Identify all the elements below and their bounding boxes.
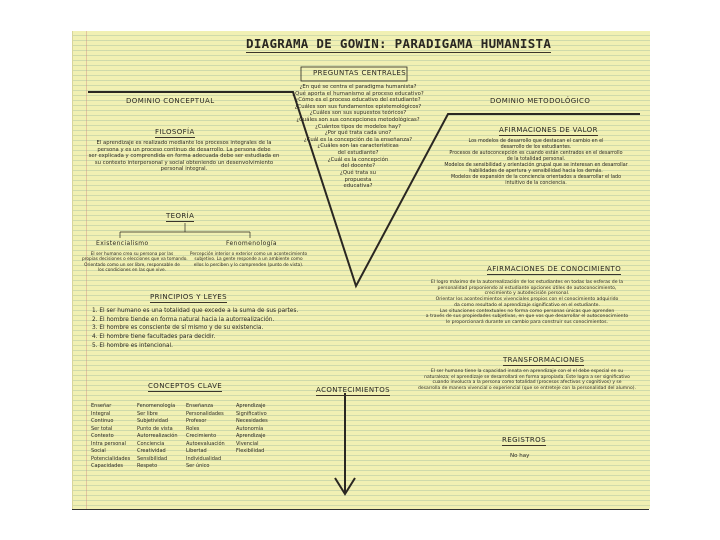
transformacion-line: El ser humano tiene la capacidad innata en aprendizaje con el el debe especial en su (430, 369, 624, 374)
conocimiento-line: El logro máximo de la autorrealización de los estudiantes en todas las esferas de la (430, 280, 624, 285)
pregunta-item: ¿Por qué trata cada uno? (324, 130, 392, 137)
conocimiento-line: le proporcionará durante un cambio para construir sus conocimientos. (446, 320, 608, 326)
transformacion-line: naturaleza; el aprendizaje se desarrollará en forma apropiada. Este logra a ser significativo (424, 374, 630, 380)
existencialismo-text (82, 252, 188, 274)
filosofia-line: personal integral. (160, 166, 208, 173)
transformaciones-heading: TRANSFORMACIONES (503, 356, 585, 364)
existencialismo-line: Orientado como un ser libre, responsable de (84, 262, 180, 268)
existencialismo-title: Existencialismo (96, 240, 149, 247)
concepto-item: Ser único (186, 463, 210, 469)
acontecimientos-heading: ACONTECIMIENTOS (316, 386, 390, 394)
principio-item: 2. El hombre tiende en forma natural hacia la autorrealización. (92, 316, 275, 323)
pregunta-item: ¿Cuál es la concepción de la enseñanza? (303, 136, 413, 143)
pregunta-item: del docente? (340, 163, 376, 170)
existencialismo-line: propias decisiones o elecciones que va tomando. (82, 257, 188, 263)
filosofia-line: El aprendizaje es realizado mediante los procesos integrales de la (96, 140, 272, 146)
teoria-heading: TEORÍA (166, 212, 195, 220)
conceptos-col-4 (236, 403, 268, 456)
valor-line: Procesos de autoconcepción es cuando están centrados en el desarrollo (449, 150, 623, 156)
concepto-item: Integral (91, 410, 111, 417)
conocimiento-line: personalidad proponiendo al estudiante opciones útiles de autoconocimiento, (437, 285, 617, 291)
conceptos-col-2 (137, 403, 178, 471)
filosofia-text (88, 140, 280, 173)
pregunta-item: ¿Qué aporta el humanismo al proceso educativo? (292, 90, 424, 97)
pregunta-item: ¿Cuál es la concepción (327, 156, 389, 163)
concepto-item: Profesor (186, 418, 207, 424)
transformacion-line: cuando involucra a la persona como totalidad (procesos afectivos y cognitivos) y se (432, 380, 622, 386)
pregunta-item: ¿Cuáles son las características (317, 143, 399, 150)
afirmaciones-valor-heading: AFIRMACIONES DE VALOR (499, 126, 598, 134)
concepto-item: Subjetividad (137, 418, 169, 424)
pregunta-item: ¿En qué se centra el paradigma humanista? (299, 84, 417, 90)
conceptos-col-3 (186, 403, 225, 471)
concepto-item: Vivencial (236, 440, 259, 447)
conocimiento-line: crecimiento y autodecisión personal. (484, 291, 570, 297)
dominio-conceptual-label: DOMINIO CONCEPTUAL (126, 97, 215, 105)
valor-line: desarrollo de los estudiantes. (500, 144, 572, 150)
concepto-item: Potencialidades (91, 455, 131, 462)
registros-heading: REGISTROS (502, 436, 546, 444)
concepto-item: Ser total (91, 425, 113, 432)
concepto-item: Aprendizaje (236, 403, 266, 409)
fenomenologia-line: subjetivo. La gente responde a un ambiente como (194, 257, 303, 263)
afirmaciones-conocimiento-text (413, 280, 641, 326)
fenomenologia-title: Fenomenología (226, 240, 277, 247)
existencialismo-line: El ser humano crea su persona por las (90, 252, 174, 257)
concepto-item: Enseñanza (186, 403, 214, 409)
principio-item: 3. El hombre es consciente de sí mismo y de su existencia. (92, 325, 264, 332)
preguntas-heading: PREGUNTAS CENTRALES (313, 69, 407, 77)
conocimiento-line: da como resultado el aprendizaje significativo en el estudiante. (454, 302, 600, 308)
principios-heading: PRINCIPIOS Y LEYES (150, 293, 227, 301)
pregunta-item: del estudiante? (337, 150, 379, 157)
concepto-item: Capacidades (91, 463, 124, 469)
concepto-item: Personalidades (186, 410, 224, 417)
concepto-item: Fenomenología (137, 403, 176, 409)
preguntas-list (268, 84, 448, 190)
pregunta-item: educativa? (343, 183, 373, 190)
page-title: DIAGRAMA DE GOWIN: PARADIGAMA HUMANISTA (246, 36, 552, 51)
concepto-item: Libertad (186, 448, 207, 454)
concepto-item: Individualidad (186, 455, 222, 462)
afirmaciones-valor-text (440, 139, 632, 187)
existencialismo-line: los condiciones en las que vive. (97, 268, 167, 274)
principio-item: 4. El hombre tiene facultades para decidir. (92, 334, 216, 341)
pregunta-item: propuesta (344, 176, 372, 183)
conceptos-heading: CONCEPTOS CLAVE (148, 382, 223, 390)
conceptos-col-1 (91, 403, 130, 471)
concepto-item: Necesidades (236, 418, 268, 424)
principio-item: 5. El hombre es intencional. (92, 342, 173, 349)
concepto-item: Sensibilidad (137, 455, 168, 462)
fenomenologia-line: ellos lo perciben y lo comprenden (punto de vista). (193, 262, 304, 268)
concepto-item: Punto de vista (137, 425, 173, 432)
concepto-item: Aprendizaje (236, 433, 266, 439)
concepto-item: Respeto (137, 463, 158, 469)
concepto-item: Intra personal (91, 440, 126, 447)
transformacion-line: desarrolla de manera vivencial o experiencial (que se entreteje con la personalidad del alumno). (418, 385, 636, 391)
concepto-item: Conciencia (137, 440, 165, 447)
concepto-item: Contexto (91, 433, 114, 439)
pregunta-item: ¿Cuáles son sus supuestos teóricos? (309, 110, 407, 117)
concepto-item: Creatividad (137, 448, 166, 454)
concepto-item: Roles (186, 425, 200, 432)
concepto-item: Crecimiento (186, 433, 217, 439)
afirmaciones-conocimiento-heading: AFIRMACIONES DE CONOCIMIENTO (487, 265, 622, 273)
filosofia-heading: FILOSOFÍA (155, 128, 195, 136)
fenomenologia-line: Percepción interior o exterior como un acontecimiento (189, 252, 308, 257)
principios-list (92, 307, 298, 350)
concepto-item: Significativo (236, 410, 267, 417)
concepto-item: Autonomía (236, 425, 264, 432)
pregunta-item: ¿Qué trata su (340, 169, 376, 176)
valor-line: habilidades de apertura y sensibilidad hacia los demás. (469, 168, 603, 174)
valor-line: Los modelos de desarrollo que destacan el cambio en el (468, 139, 604, 144)
registros-value: No hay (510, 453, 530, 459)
concepto-item: Continuo (91, 418, 114, 424)
concepto-item: Flexibilidad (236, 448, 265, 454)
pregunta-item: ¿Cómo es el proceso educativo del estudiante? (295, 97, 421, 104)
filosofia-line: persona y es un proceso continuo de desarrollo. La persona debe (97, 146, 271, 153)
concepto-item: Autorrealización (137, 433, 178, 439)
concepto-item: Social (91, 448, 106, 454)
valor-line: Modelos de sensibilidad y orientación grupal que se interesan en desarrollar (444, 162, 628, 168)
conocimiento-line: Las situaciones contextuales no forma como personas únicas que aprenden (439, 308, 615, 314)
valor-line: intuitivo de la conciencia. (505, 180, 567, 186)
valor-line: Modelos de expansión de la conciencia orientados a desarrollar el lado (450, 174, 622, 180)
conocimiento-line: Orientar los acontecimientos vivenciales propios con el conocimiento adquirido (435, 297, 619, 303)
filosofia-line: su contexto interpersonal y social obteniendo un desenvolvimiento (94, 159, 274, 166)
concepto-item: Ser libre (137, 410, 158, 417)
concepto-item: Autoevaluación (186, 440, 225, 447)
conocimiento-line: a través de sus propiedades subjetivas, en que vos que desarrollar el autoconocimiento (425, 314, 629, 320)
valor-line: de la totalidad personal. (506, 156, 566, 162)
fenomenologia-text (186, 252, 311, 268)
pregunta-item: ¿Cuáles son sus concepciones metodológicas? (296, 117, 420, 124)
principio-item: 1. El ser humano es una totalidad que excede a la suma de sus partes. (92, 308, 299, 314)
dominio-metodologico-label: DOMINIO METODOLÓGICO (490, 97, 591, 105)
transformaciones-text (410, 369, 644, 392)
filosofia-line: ser explicada y comprendida en forma adecuada debe ser estudiada en (88, 153, 280, 160)
concepto-item: Enseñar (91, 403, 112, 409)
pregunta-item: ¿Cuántos tipos de modelos hay? (315, 123, 401, 130)
pregunta-item: ¿Cuáles son sus fundamentos epistemológicos? (294, 103, 422, 110)
